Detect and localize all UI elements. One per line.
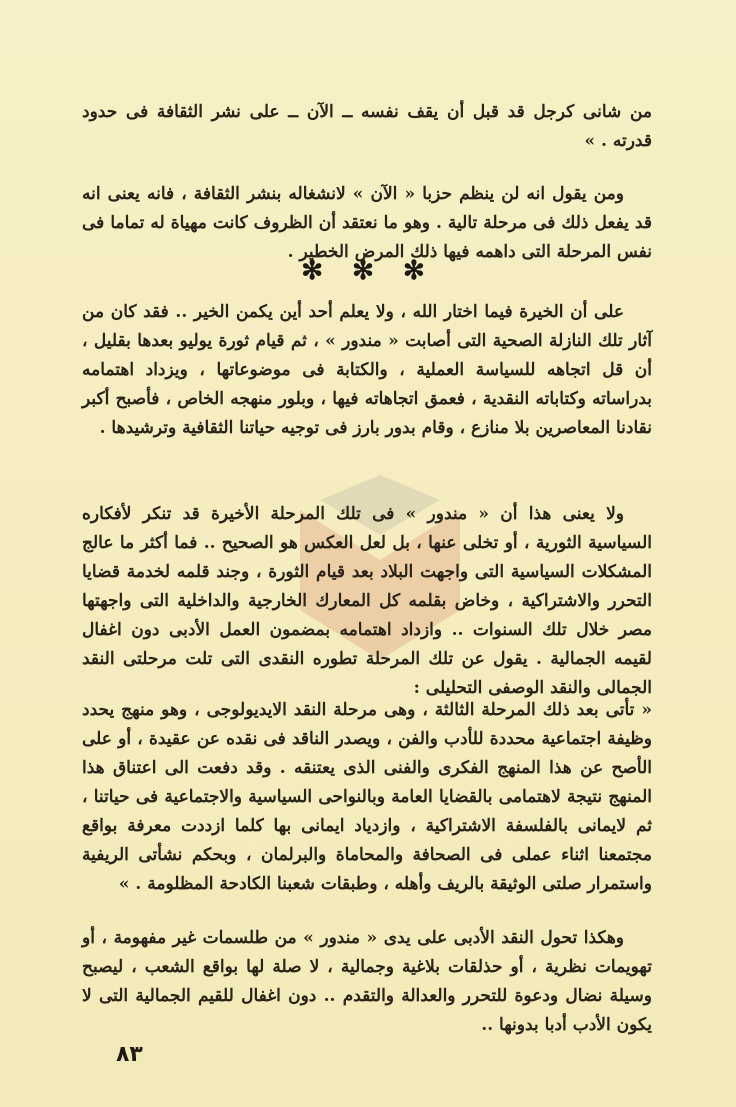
paragraph-1-container [82,98,652,156]
paragraph-4: ولا يعنى هذا أن « مندور » فى تلك المرحلة الأخيرة قد تنكر لأفكاره السياسية الثورية ، أو تخلى عنها ، بل لعل العكس هو الصحيح .. فما أكثر ما عالج المشكلات السياسية التى واجهت البلاد بعد قيام الثورة ، وجند قلمه لخدمة قضايا التحرر والاشتراكية ، وخاض بقلمه كل المعارك الخارجية والداخلية التى واجهتها مصر خلال تلك السنوات .. وازداد اهتمامه بمضمون العمل الأدبى دون اغفال لقيمه الجمالية . يقول عن تلك المرحلة تطوره النقدى التى تلت مرحلتى النقد الجمالى والنقد الوصفى التحليلى : [82,504,652,698]
section-separator: ✻ ✻ ✻ [301,256,435,286]
paragraph-6-container [82,924,652,1040]
quote-paragraph-container [82,696,652,899]
page-number: ٨٣ [116,1042,143,1067]
paragraph-4-container [82,500,652,703]
paragraph-6: وهكذا تحول النقد الأدبى على يدى « مندور » من طلسمات غير مفهومة ، أو تهويمات نظرية ، أو حذلقات بلاغية وجمالية ، لا صلة لها بواقع الشعب ، ليصبح وسيلة نضال ودعوة للتحرر والعدالة والتقدم .. دون اغفال للقيم الجمالية التى لا يكون الأدب أدبا بدونها .. [82,928,652,1035]
paragraph-1: من شانى كرجل قد قبل أن يقف نفسه ــ الآن ــ على نشر الثقافة فى حدود قدرته . » [82,102,652,151]
paragraph-2: ومن يقول انه لن ينظم حزبا « الآن » لانشغاله بنشر الثقافة ، فانه يعنى انه قد يفعل ذلك فى مرحلة تالية . وهو ما نعتقد أن الظروف كانت مهياة له تماما فى نفس المرحلة التى داهمه فيها ذلك المرض الخطير . [82,184,652,262]
paragraph-3: على أن الخيرة فيما اختار الله ، ولا يعلم أحد أين يكمن الخير .. فقد كان من آثار تلك النازلة الصحية التى أصابت « مندور » ، ثم قيام ثورة يوليو بعدها بقليل ، أن قل اتجاهه للسياسة العملية ، والكتابة فى موضوعاتها ، ويزداد اهتمامه بدراساته وكتاباته النقدية ، فعمق اتجاهاته فيها ، وبلور منهجه الخاص ، فأصبح أكبر نقادنا المعاصرين بلا منازع ، وقام بدور بارز فى توجيه حياتنا الثقافية وترشيدها . [82,302,652,438]
quote-paragraph: « تأتى بعد ذلك المرحلة الثالثة ، وهى مرحلة النقد الايديولوجى ، وهو منهج يحدد وظيفة اجتماعية محددة للأدب والفن ، ويصدر الناقد فى نقده عن عقيدة ، أو على الأصح عن هذا المنهج الفكرى والفنى الذى يعتنقه . وقد دفعت الى اعتناق هذا المنهج نتيجة لاهتمامى بالقضايا العامة وبالنواحى السياسية والاجتماعية فى حياتنا ، ثم لايمانى بالفلسفة الاشتراكية ، وازدياد ايمانى بها كلما ازددت معرفة بواقع مجتمعنا اثناء عملى فى الصحافة والمحاماة والبرلمان ، وبحكم نشأتى الريفية واستمرار صلتى الوثيقة بالريف وأهله ، وطبقات شعبنا الكادحة المظلومة . » [82,700,652,894]
paragraph-3-container [82,298,652,443]
paragraph-2-container [82,180,652,267]
